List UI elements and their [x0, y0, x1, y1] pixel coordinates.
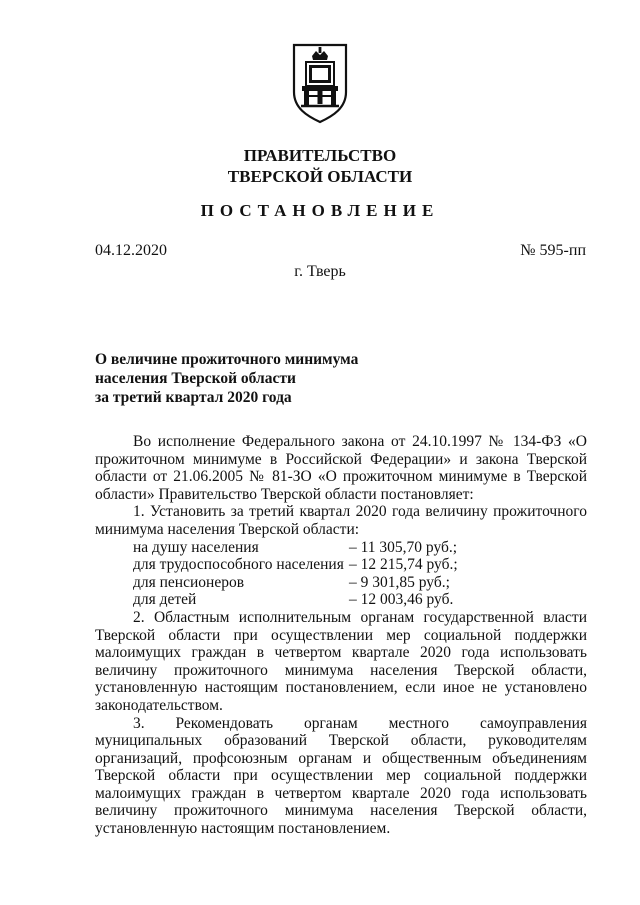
- intro-paragraph: Во исполнение Федерального закона от 24.10.1997 № 134-ФЗ «О прожиточном минимуме в Российской Федерации» и закона Тверской области от 21.06.2005 № 81-ЗО «О прожиточном минимуме в Тверской области» Правительство Тверской области постановляет:: [95, 433, 587, 503]
- coat-of-arms-icon: [291, 42, 349, 124]
- value-label: для трудоспособного населения: [133, 556, 344, 574]
- item-2-paragraph: 2. Областным исполнительным органам государственной власти Тверской области при осуществлении мер социальной поддержки малоимущих граждан в четвертом квартале 2020 года использовать величину прожиточного минимума населения Тверской области, установленную настоящим постановлением, если иное не установлено законодательством.: [95, 608, 587, 714]
- subject-line: за третий квартал 2020 года: [95, 389, 292, 406]
- decree-subject: [95, 350, 415, 407]
- value-label: для детей: [133, 591, 197, 609]
- value-amount: – 9 301,85 руб.;: [349, 573, 450, 591]
- decree-body: [95, 433, 587, 838]
- decree-date: 04.12.2020: [95, 242, 167, 259]
- subject-line: населения Тверской области: [95, 370, 296, 387]
- document-type-title: ПОСТАНОВЛЕНИЕ: [200, 201, 440, 220]
- subject-line: О величине прожиточного минимума: [95, 351, 359, 368]
- value-amount: – 12 003,46 руб.: [349, 591, 454, 609]
- value-label: на душу населения: [133, 538, 259, 556]
- item-3-paragraph: 3. Рекомендовать органам местного самоуправления муниципальных образований Тверской области, руководителям организаций, профсоюзным органам и общественным объединениям Тверской области при осуществлении мер социальной поддержки малоимущих граждан в четвертом квартале 2020 года использовать величину прожиточного минимума населения Тверской области, установленную настоящим постановлением.: [95, 714, 587, 838]
- value-amount: – 12 215,74 руб.;: [349, 556, 458, 574]
- government-name-line2: ТВЕРСКОЙ ОБЛАСТИ: [227, 167, 413, 186]
- value-row: [95, 591, 587, 609]
- decree-number: № 595-пп: [520, 242, 586, 259]
- decree-city: г. Тверь: [294, 263, 346, 280]
- value-row: [95, 574, 587, 592]
- government-name-line1: ПРАВИТЕЛЬСТВО: [243, 146, 397, 165]
- value-row: [95, 556, 587, 574]
- value-row: [95, 539, 587, 557]
- value-amount: – 11 305,70 руб.;: [349, 538, 458, 556]
- value-label: для пенсионеров: [133, 573, 245, 591]
- item-1-paragraph: 1. Установить за третий квартал 2020 года величину прожиточного минимума населения Тверской области:: [95, 503, 587, 538]
